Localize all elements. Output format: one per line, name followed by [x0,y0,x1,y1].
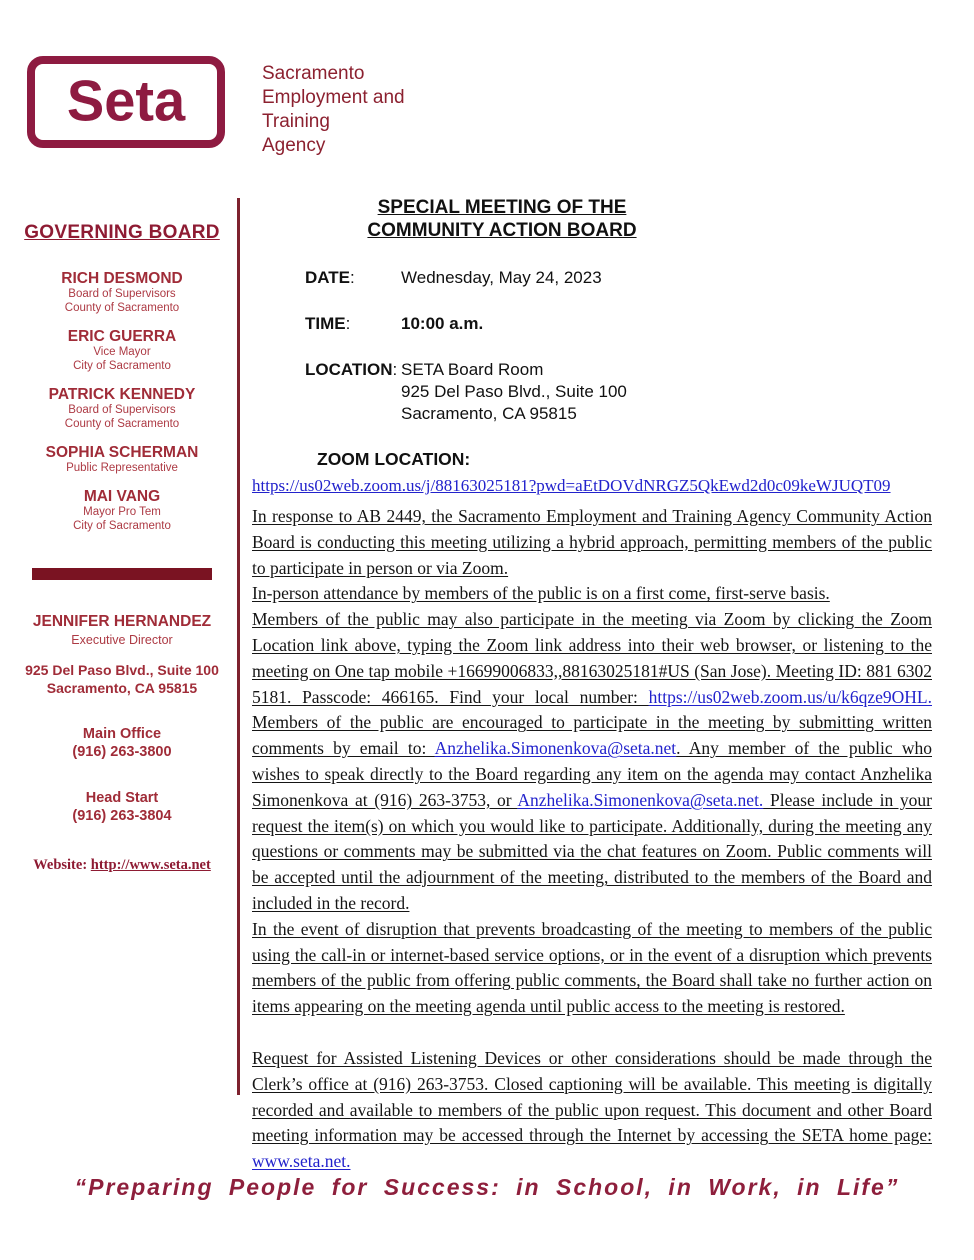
info-value-line: Sacramento, CA 95815 [401,404,577,423]
agency-name [262,62,405,158]
office-label: Head Start [85,790,159,806]
inline-link[interactable]: https://us02web.zoom.us/u/k6qze9OHL. [648,686,932,707]
inline-link[interactable]: Anzhelika.Simonenkova@seta.net [434,738,677,759]
meeting-info [252,267,932,425]
body-paragraph: In-person attendance by members of the public is on a first come, first-serve basis. [252,583,830,604]
info-label: DATE : [305,267,401,289]
agency-address [12,661,232,697]
agency-name-line: Employment and [262,87,405,108]
board-members-list [12,271,232,533]
website-line [12,857,232,874]
board-member-role: City of Sacramento [73,520,171,532]
office-block [12,725,232,761]
board-member-role: Public Representative [66,462,178,474]
body-text [252,504,932,1175]
meeting-title [252,196,752,242]
board-member-role: City of Sacramento [73,360,171,372]
board-member-name: MAI VANG [83,488,161,505]
board-member-role: County of Sacramento [64,302,180,314]
board-member-role: Mayor Pro Tem [83,506,161,518]
board-member-name: ERIC GUERRA [67,328,177,345]
meeting-title-line: COMMUNITY ACTION BOARD [367,220,637,241]
info-label: TIME : [305,313,401,335]
main-content [252,196,932,1175]
address-line: Sacramento, CA 95815 [46,680,198,696]
office-phone: (916) 263-3800 [72,744,172,760]
body-paragraph: Request for Assisted Listening Devices or other considerations should be made through the Clerk’s office at (916) 263-3753. Closed captioning will be available. This meeting is digitally recorded and available to members of the public upon request. This document and other Board meeting information may be accessed through the Internet by accessing the SETA home page: www.seta.net. [252,1047,932,1172]
executive-director-title: Executive Director [71,633,173,647]
body-paragraph: Members of the public may also participate in the meeting via Zoom by clicking the Zoom Location link above, typing the Zoom link address into their web browser, or listening to the meeting on One tap mobile +16699006833,,88163025181#US (San Jose). Meeting ID: 881 6302 5181. Passcode: 466165. Find your local number: https://us02web.zoom.us/u/k6qze9OHL. Members of the public are encouraged to participate in the meeting by submitting written comments by email to: Anzhelika.Simonenkova@seta.net. Any member of the public who wishes to speak directly to the Board regarding any item on the agenda may contact Anzhelika Simonenkova at (916) 263-3753, or Anzhelika.Simonenkova@seta.net. Please include in your request the item(s) on which you would like to participate. Additionally, during the meeting any questions or comments may be submitted via the chat features on Zoom. Public comments will be accepted until the adjournment of the meeting, distributed to the members of the Board and included in the record. [252,609,933,913]
info-row [252,313,932,335]
office-phone-list [12,725,232,825]
info-value [401,267,602,289]
address-line: 925 Del Paso Blvd., Suite 100 [25,662,219,678]
board-member [12,387,232,431]
inline-link[interactable]: Anzhelika.Simonenkova@seta.net. [517,789,764,810]
info-value-line: SETA Board Room [401,360,544,379]
seta-logo [27,56,225,148]
info-row [252,267,932,289]
governing-board-heading: GOVERNING BOARD [24,222,220,243]
website-link[interactable]: http://www.seta.net [90,857,211,873]
board-member-name: RICH DESMOND [61,270,183,287]
info-row [252,359,932,425]
body-paragraph: In response to AB 2449, the Sacramento Employment and Training Agency Community Action Board is conducting this meeting utilizing a hybrid approach, permitting members of the public to participate in person or via Zoom. [252,506,932,578]
website-label: Website: [33,857,88,873]
zoom-meeting-link[interactable]: https://us02web.zoom.us/j/88163025181?pwd=aEtDOVdNRGZ5QkEwd2d0c09keWJUQT09 [252,476,891,495]
office-label: Main Office [82,726,162,742]
board-member [12,445,232,475]
board-member-role: Vice Mayor [93,346,151,358]
seta-logo-text: Seta [66,67,186,133]
meeting-title-line: SPECIAL MEETING OF THE [377,197,627,218]
office-phone: (916) 263-3804 [72,808,172,824]
info-value-line: Wednesday, May 24, 2023 [401,268,602,287]
vertical-divider [237,198,240,1095]
office-block [12,789,232,825]
board-member-name: PATRICK KENNEDY [48,386,196,403]
inline-link[interactable]: www.seta.net. [252,1151,351,1172]
board-member-role: County of Sacramento [64,418,180,430]
board-member [12,489,232,533]
agency-name-line: Agency [262,135,326,156]
info-value [401,359,627,425]
board-member-role: Board of Supervisors [68,288,176,300]
info-label: LOCATION : [305,359,401,425]
sidebar-divider [32,568,212,580]
board-member [12,329,232,373]
info-value-line: 925 Del Paso Blvd., Suite 100 [401,382,627,401]
board-member-role: Board of Supervisors [68,404,176,416]
zoom-location-heading: ZOOM LOCATION: [317,449,471,469]
body-paragraph: In the event of disruption that prevents broadcasting of the meeting to members of the public using the call-in or internet-based service options, or in the event of a disruption which prevents members of the public from offering public comments, the Board shall take no further action on items appearing on the meeting agenda until public access to the meeting is restored. [252,918,932,1017]
agency-name-line: Sacramento [262,63,365,84]
info-value-line: 10:00 a.m. [401,314,484,333]
agency-name-line: Training [262,111,330,132]
executive-director-name: JENNIFER HERNANDEZ [32,613,212,630]
sidebar [12,222,232,874]
board-member-name: SOPHIA SCHERMAN [45,444,199,461]
footer-motto: “Preparing People for Success: in School, in Work, in Life” [74,1174,900,1200]
board-member [12,271,232,315]
info-value [401,313,483,335]
